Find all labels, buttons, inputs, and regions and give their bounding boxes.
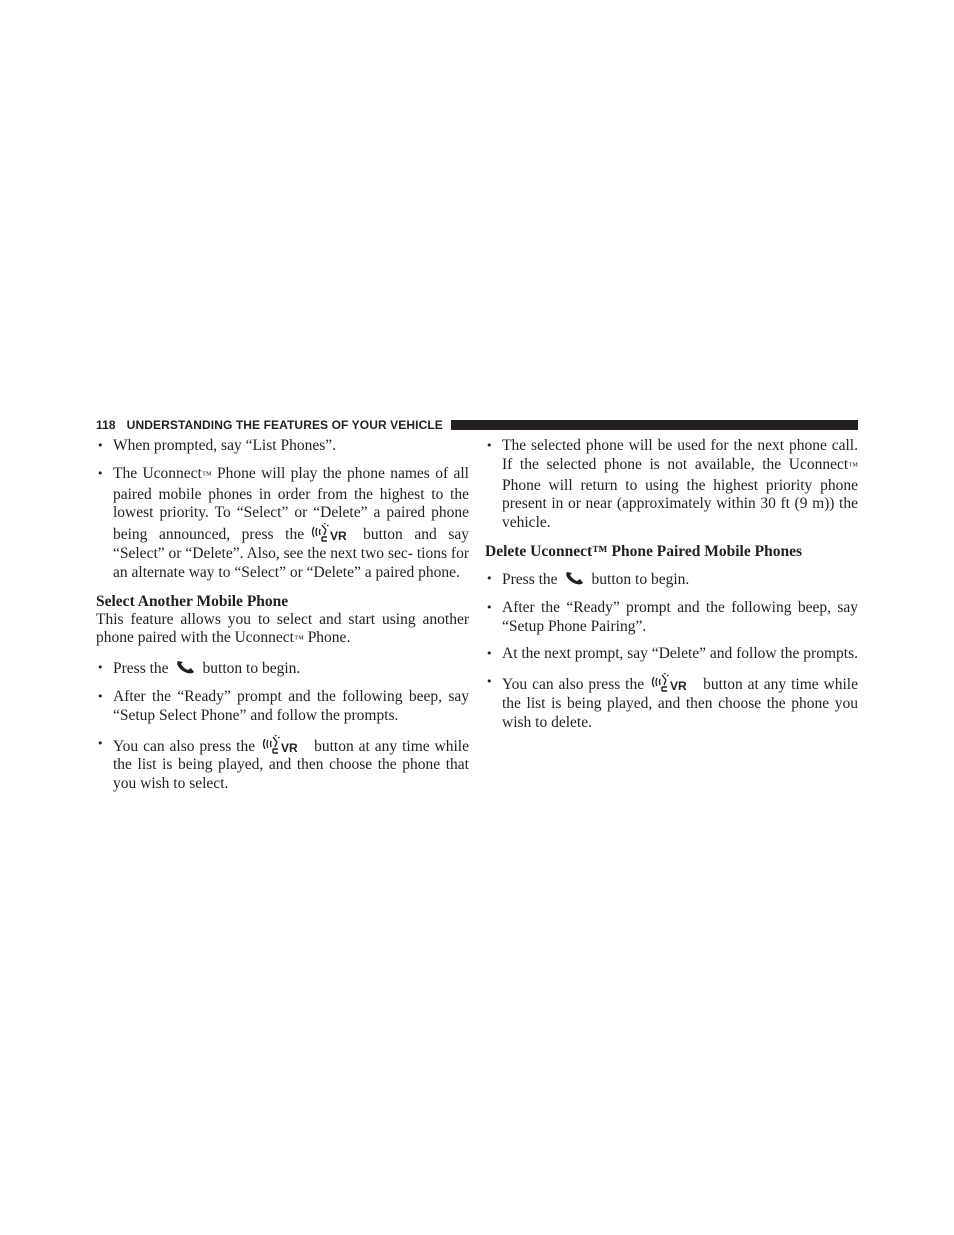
list-item: • When prompted, say “List Phones”. [96, 437, 469, 456]
header-rule-bar [451, 420, 858, 430]
subheading-delete-phones: Delete Uconnect™ Phone Paired Mobile Phones [485, 542, 802, 560]
phone-handset-icon [564, 570, 586, 586]
list-item: • Press the button to begin. [485, 570, 858, 590]
page-header [96, 417, 858, 433]
list-item: • You can also press the VR button at any time while the list is being played, and then choose the phone you wish to delete. [485, 673, 858, 732]
list-item: • The Uconnect™ Phone will play the phone names of all paired mobile phones in order from the highest to the lowest priority. To “Select” or “Delete” a paired phone being announced, press the VR button and say “Select” or “Delete”. Also, see the next two sec- tions for an alternate way to “Select” or “Delete” a paired phone. [96, 465, 469, 583]
svg-text:VR: VR [330, 529, 347, 544]
subheading-select-phone: Select Another Mobile Phone [96, 592, 289, 610]
page-number: 118 [96, 418, 116, 432]
left-column [96, 437, 469, 794]
list-item: • After the “Ready” prompt and the following beep, say “Setup Phone Pairing”. [485, 599, 858, 637]
bullet-list [96, 659, 469, 794]
list-item: • Press the button to begin. [96, 659, 469, 679]
svg-text:VR: VR [670, 679, 687, 694]
voice-recognition-icon [650, 673, 697, 693]
section-title: UNDERSTANDING THE FEATURES OF YOUR VEHICLE [126, 418, 443, 432]
bullet-list [485, 570, 858, 733]
right-column [485, 437, 858, 733]
paragraph: This feature allows you to select and start using another phone paired with the Uconnect™ Phone. [96, 610, 469, 647]
voice-recognition-icon [261, 735, 308, 755]
svg-text:VR: VR [281, 740, 298, 755]
voice-recognition-icon [310, 523, 357, 543]
bullet-list [485, 437, 858, 533]
list-item: • The selected phone will be used for the next phone call. If the selected phone is not available, the Uconnect™ Phone will return to using the highest priority phone present in or near (approximately within 30 ft (9 m)) the vehicle. [485, 437, 858, 533]
list-item: • After the “Ready” prompt and the following beep, say “Setup Select Phone” and follow the prompts. [96, 688, 469, 726]
phone-handset-icon [175, 659, 197, 675]
list-item: • At the next prompt, say “Delete” and follow the prompts. [485, 645, 858, 664]
list-item: • You can also press the VR button at any time while the list is being played, and then choose the phone that you wish to select. [96, 735, 469, 794]
bullet-list [96, 437, 469, 583]
